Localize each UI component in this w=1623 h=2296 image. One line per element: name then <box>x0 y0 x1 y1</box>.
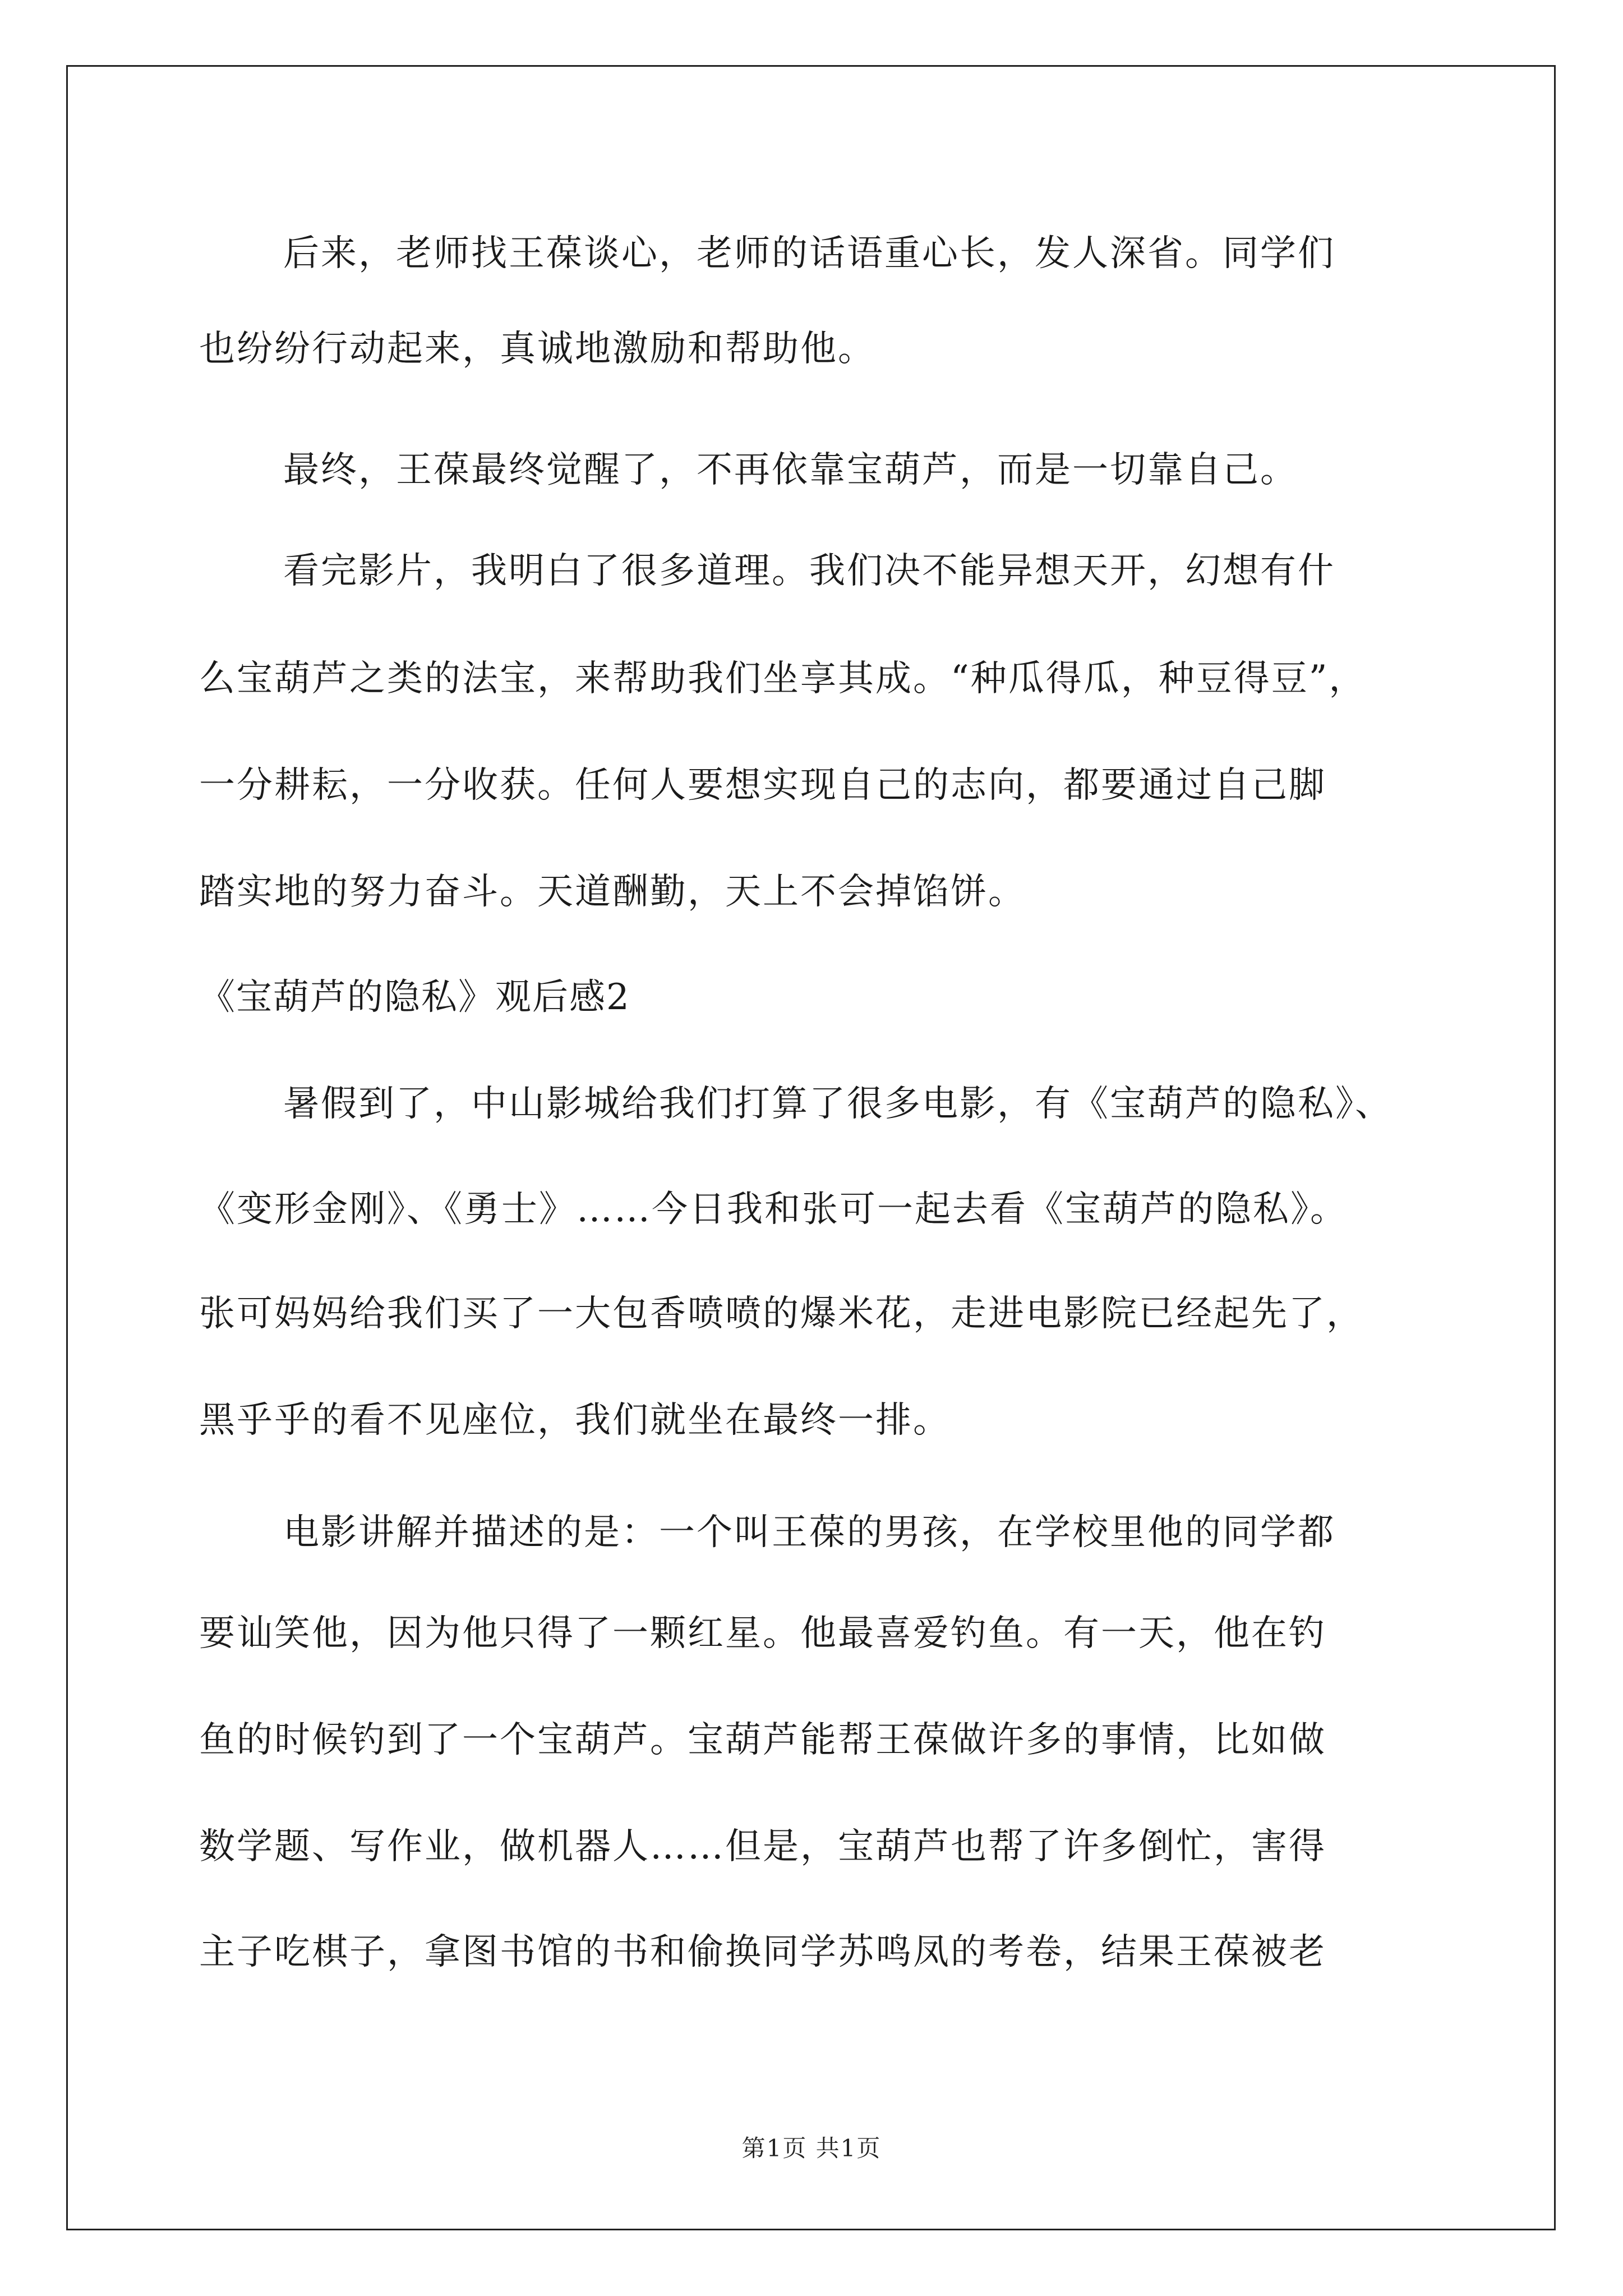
paragraph-line: 看完影片，我明白了很多道理。我们决不能异想天开，幻想有什 <box>283 550 1335 592</box>
paragraph-line: 踏实地的努力奋斗。天道酬勤，天上不会掉馅饼。 <box>199 871 1026 913</box>
paragraph-line: 后来，老师找王葆谈心，老师的话语重心长，发人深省。同学们 <box>283 233 1335 274</box>
paragraph-line: 也纷纷行动起来，真诚地激励和帮助他。 <box>199 328 875 370</box>
section-heading: 《宝葫芦的隐私》观后感2 <box>199 977 630 1018</box>
paragraph-line: 鱼的时候钓到了一个宝葫芦。宝葫芦能帮王葆做许多的事情，比如做 <box>199 1719 1326 1761</box>
page-number-footer: 第1页 共1页 <box>741 2134 882 2162</box>
paragraph-line: 么宝葫芦之类的法宝，来帮助我们坐享其成。“种瓜得瓜，种豆得豆”， <box>199 658 1367 700</box>
paragraph-line: 电影讲解并描述的是：一个叫王葆的男孩，在学校里他的同学都 <box>283 1512 1335 1553</box>
paragraph-line: 最终，王葆最终觉醒了，不再依靠宝葫芦，而是一切靠自己。 <box>283 449 1298 491</box>
paragraph-line: 《变形金刚》、《勇士》……今日我和张可一起去看《宝葫芦的隐私》。 <box>199 1189 1348 1230</box>
paragraph-line: 一分耕耘，一分收获。任何人要想实现自己的志向，都要通过自己脚 <box>199 765 1326 806</box>
page-border <box>66 65 1556 2230</box>
paragraph-line: 主子吃棋子，拿图书馆的书和偷换同学苏鸣凤的考卷，结果王葆被老 <box>199 1931 1326 1973</box>
paragraph-line: 黑乎乎的看不见座位，我们就坐在最终一排。 <box>199 1400 951 1441</box>
paragraph-line: 数学题、写作业，做机器人……但是，宝葫芦也帮了许多倒忙，害得 <box>199 1826 1326 1867</box>
paragraph-line: 张可妈妈给我们买了一大包香喷喷的爆米花，走进电影院已经起先了， <box>199 1293 1364 1335</box>
paragraph-line: 暑假到了，中山影城给我们打算了很多电影，有《宝葫芦的隐私》、 <box>283 1083 1393 1125</box>
paragraph-line: 要讪笑他，因为他只得了一颗红星。他最喜爱钓鱼。有一天，他在钓 <box>199 1613 1326 1654</box>
